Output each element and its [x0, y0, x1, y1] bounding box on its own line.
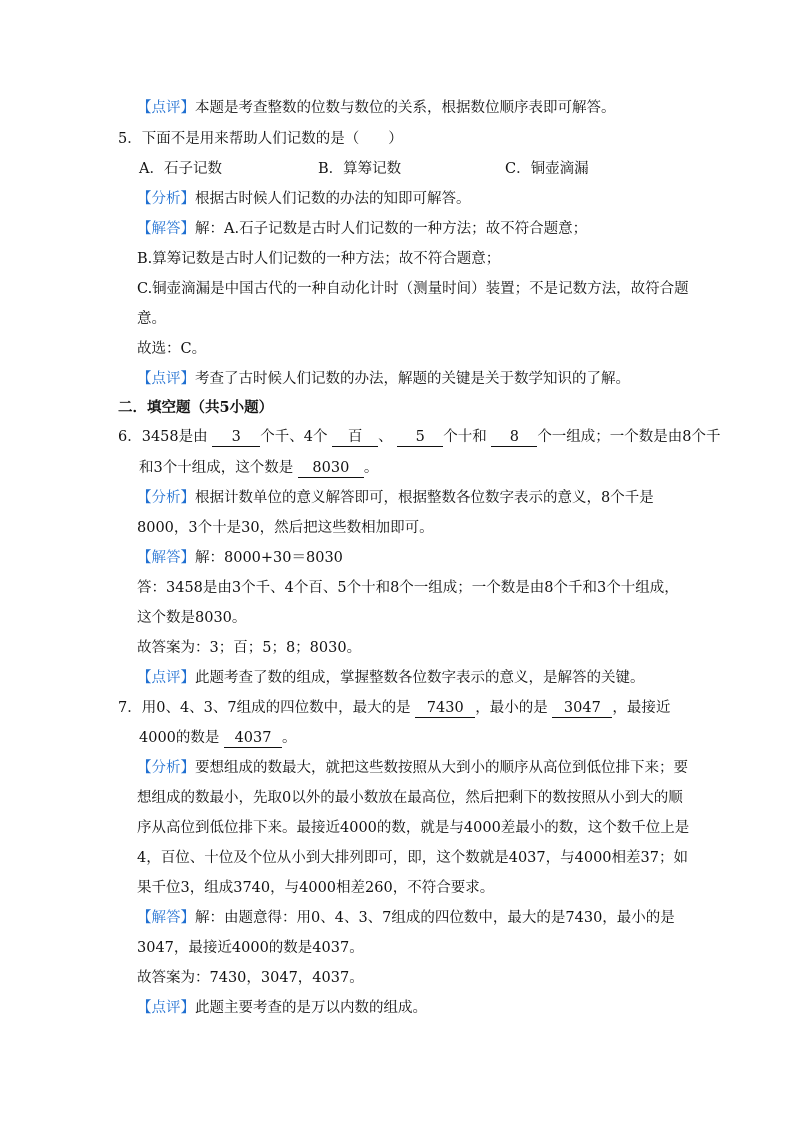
q5-answer-line4: 意。 [137, 311, 166, 327]
stem-text: 3458是由 [141, 429, 208, 445]
q6-stem-line1 [118, 427, 721, 447]
stem-text: 4000的数是 [139, 730, 220, 746]
question-number: 5． [118, 131, 142, 147]
q5-answer-line2: B.算筹记数是古时人们记数的一种方法；故不符合题意； [137, 251, 501, 267]
q5-analysis [137, 189, 471, 209]
q7-final-answer: 故答案为：7430，3047，4037。 [137, 970, 364, 986]
stem-text: 个一组成；一个数是由8个千 [537, 429, 721, 445]
q6-comment [137, 668, 645, 688]
stem-text: 用0、4、3、7组成的四位数中，最大的是 [141, 700, 411, 716]
q4-comment [137, 98, 616, 118]
comment-text: 本题是考查整数的位数与数位的关系，根据数位顺序表即可解答。 [195, 100, 616, 116]
q7-analysis-line1 [137, 758, 688, 778]
answer-blank: 百 [332, 428, 378, 447]
stem-text: 和3个十组成，这个数是 [139, 460, 294, 476]
answer-blank: 8030 [298, 459, 364, 478]
option-b: B．算筹记数 [318, 161, 402, 177]
q6-answer-line3: 这个数是8030。 [137, 610, 247, 626]
q6-analysis-line2: 8000，3个十是30，然后把这些数相加即可。 [137, 520, 434, 536]
q5-comment [137, 369, 630, 389]
analysis-text: 要想组成的数最大，就把这些数按照从大到小的顺序从高位到低位排下来；要 [195, 760, 688, 776]
q5-choice: 故选：C。 [137, 341, 207, 357]
question-number: 7． [118, 700, 142, 716]
q5-stem [118, 129, 403, 149]
q6-answer-line2: 答：3458是由3个千、4个百、5个十和8个一组成；一个数是由8个千和3个十组成， [137, 580, 679, 596]
q7-stem-line1 [118, 698, 670, 718]
q7-analysis-line5: 果千位3，组成3740，与4000相差260，不符合要求。 [137, 880, 495, 896]
analysis-tag: 【分析】 [137, 760, 195, 776]
comment-tag: 【点评】 [137, 371, 195, 387]
q7-answer-line1 [137, 908, 675, 928]
answer-text: 解：8000+30＝8030 [195, 550, 343, 566]
q5-options [0, 159, 800, 179]
stem-text: ，最小的是 [475, 700, 548, 716]
analysis-text: 根据计数单位的意义解答即可，根据整数各位数字表示的意义，8个千是 [195, 490, 654, 506]
q6-answer-line1 [137, 548, 343, 568]
comment-text: 此题考查了数的组成，掌握整数各位数字表示的意义，是解答的关键。 [195, 670, 645, 686]
answer-blank: 8 [491, 428, 537, 447]
q5-answer-line1 [137, 219, 587, 239]
analysis-text: 根据古时候人们记数的办法的知即可解答。 [195, 191, 471, 207]
comment-tag: 【点评】 [137, 670, 195, 686]
q7-analysis-line2: 想组成的数最小，先取0以外的最小数放在最高位，然后把剩下的数按照从小到大的顺 [137, 790, 683, 806]
answer-tag: 【解答】 [137, 910, 195, 926]
comment-text: 考查了古时候人们记数的办法，解题的关键是关于数学知识的了解。 [195, 371, 630, 387]
answer-blank: 4037 [224, 729, 282, 748]
answer-blank: 3 [212, 428, 260, 447]
analysis-tag: 【分析】 [137, 191, 195, 207]
answer-text: 解：A.石子记数是古时人们记数的一种方法；故不符合题意； [195, 221, 588, 237]
q6-stem-line2 [139, 458, 378, 478]
q7-analysis-line4: 4，百位、十位及个位从小到大排列即可，即，这个数就是4037，与4000相差37；如 [137, 850, 688, 866]
stem-text: ，最接近 [612, 700, 671, 716]
stem-text: 个十和 [443, 429, 487, 445]
answer-blank: 3047 [552, 699, 612, 718]
question-text: 下面不是用来帮助人们记数的是（ ） [141, 131, 403, 147]
stem-text: 、 [378, 429, 393, 445]
stem-text: 。 [363, 460, 379, 476]
option-a: A．石子记数 [139, 161, 222, 177]
comment-tag: 【点评】 [137, 100, 195, 116]
stem-text: 个千、4个 [260, 429, 328, 445]
q5-answer-line3: C.铜壶滴漏是中国古代的一种自动化计时（测量时间）装置；不是记数方法，故符合题 [137, 281, 689, 297]
answer-tag: 【解答】 [137, 550, 195, 566]
section-title: 二．填空题（共5小题） [118, 399, 274, 416]
analysis-tag: 【分析】 [137, 490, 195, 506]
q7-stem-line2 [139, 728, 297, 748]
q7-analysis-line3: 序从高位到低位排下来。最接近4000的数，就是与4000差最小的数，这个数千位上是 [137, 820, 690, 836]
stem-text: 。 [282, 730, 297, 746]
answer-tag: 【解答】 [137, 221, 195, 237]
question-number: 6． [118, 429, 142, 445]
comment-text: 此题主要考查的是万以内数的组成。 [195, 1000, 427, 1016]
comment-tag: 【点评】 [137, 1000, 195, 1016]
q7-answer-line2: 3047，最接近4000的数是4037。 [137, 940, 364, 956]
option-c: C．铜壶滴漏 [505, 161, 589, 177]
q7-comment [137, 998, 427, 1018]
answer-blank: 7430 [415, 699, 475, 718]
q6-final-answer: 故答案为：3；百；5；8；8030。 [137, 640, 362, 656]
q6-analysis-line1 [137, 488, 654, 508]
answer-blank: 5 [397, 428, 443, 447]
answer-text: 解：由题意得：用0、4、3、7组成的四位数中，最大的是7430，最小的是 [195, 910, 675, 926]
